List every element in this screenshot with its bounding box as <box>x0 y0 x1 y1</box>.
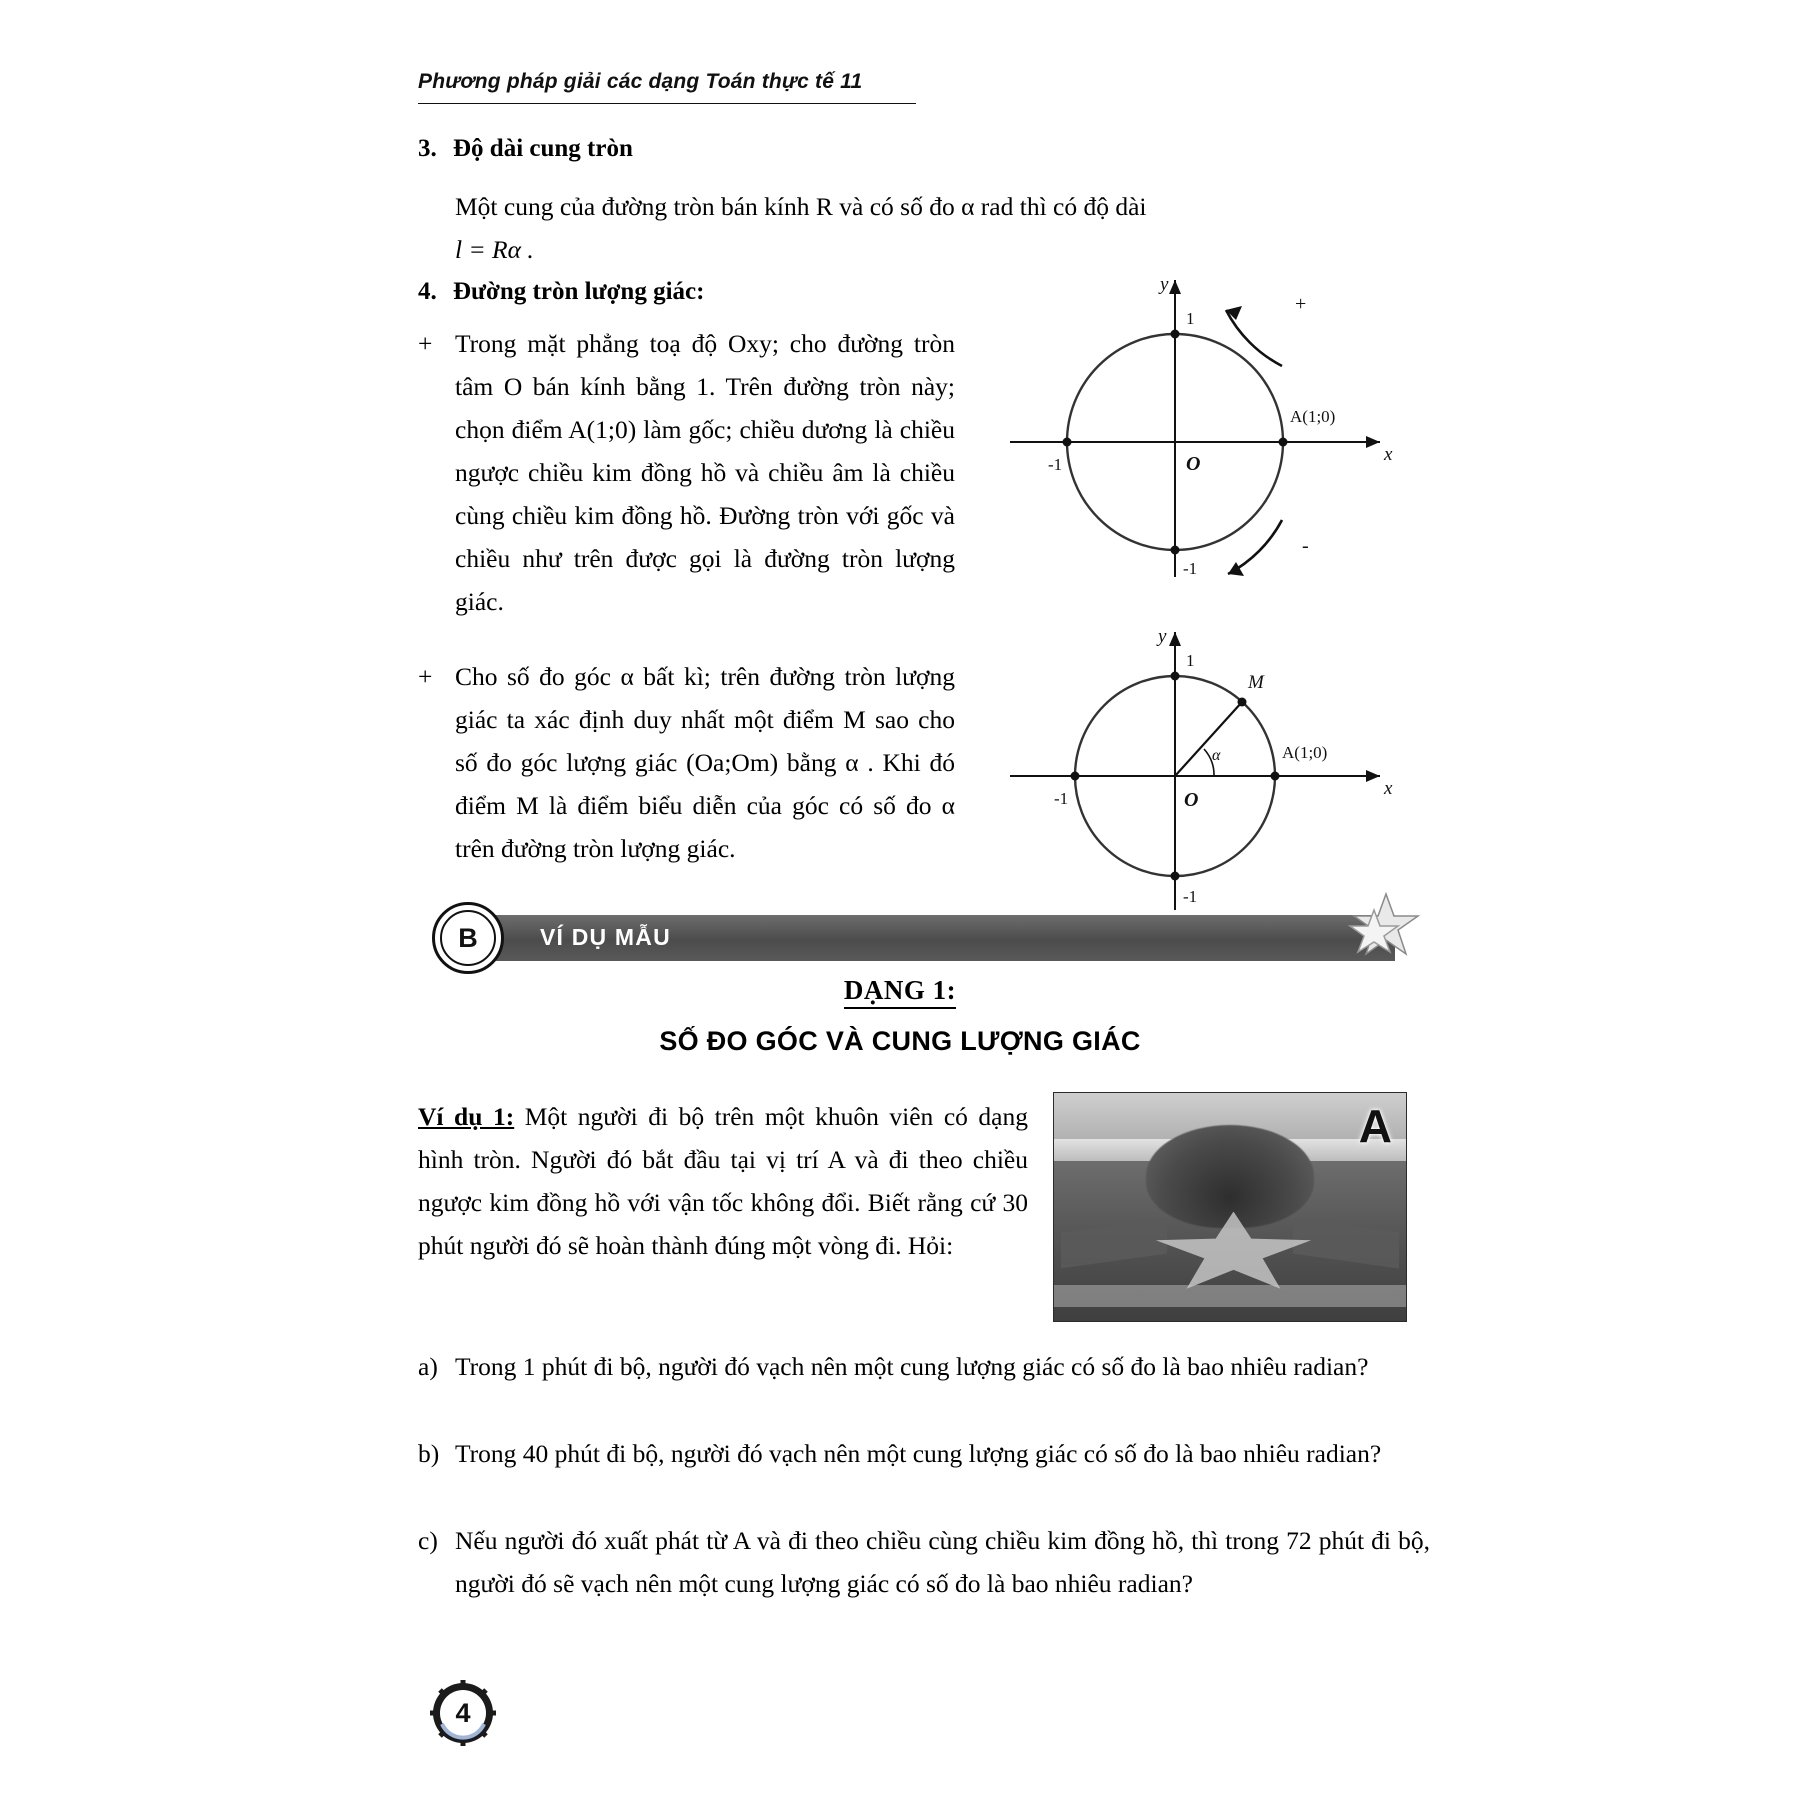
svg-text:A(1;0): A(1;0) <box>1282 743 1328 762</box>
svg-text:1: 1 <box>1186 309 1195 328</box>
question-b-text: Trong 40 phút đi bộ, người đó vạch nên một cung lượng giác có số đo là bao nhiêu radian? <box>455 1439 1382 1468</box>
dang-subtitle: SỐ ĐO GÓC VÀ CUNG LƯỢNG GIÁC <box>659 1026 1141 1056</box>
question-b-marker: b) <box>418 1439 440 1468</box>
section-4-heading <box>418 278 704 306</box>
svg-text:-1: -1 <box>1048 455 1063 474</box>
question-a-marker: a) <box>418 1352 438 1381</box>
running-header: Phương pháp giải các dạng Toán thực tế 11 <box>418 70 863 93</box>
dang-title-wrap <box>0 975 1800 1006</box>
section-3-title: Độ dài cung tròn <box>453 135 633 162</box>
section-3-body-line2 <box>455 228 955 271</box>
section-4-number: 4. <box>418 278 437 305</box>
dang-title: DẠNG 1: <box>844 975 956 1009</box>
bullet-2-text: Cho số đo góc α bất kì; trên đường tròn lượng giác ta xác định duy nhất một điểm M sao cho số đo góc lượng giác (Oa;Om) bằng α . Khi đó điểm M là điểm biểu diễn của góc có số đo α trên đường tròn lượng giác. <box>455 662 955 863</box>
section-3-formula: l = Rα . <box>455 235 534 264</box>
svg-text:y: y <box>1160 274 1169 295</box>
page-number-badge <box>420 1670 506 1756</box>
section-3-body-line1 <box>455 185 1430 228</box>
svg-text:+: + <box>1295 293 1307 315</box>
photo-point-label: A <box>1358 1100 1392 1152</box>
bullet-2-marker: + <box>418 662 433 691</box>
page-number: 4 <box>455 1697 471 1728</box>
section-badge: B <box>440 910 496 966</box>
figure-unit-circle-point-m <box>990 618 1410 923</box>
svg-text:O: O <box>1184 789 1199 811</box>
figure-unit-circle-directions <box>990 262 1410 597</box>
section-banner-label: VÍ DỤ MẪU <box>540 924 671 950</box>
section-4-title: Đường tròn lượng giác: <box>453 278 705 305</box>
section-3-heading <box>418 135 633 163</box>
example-photo <box>1053 1092 1407 1322</box>
question-a-text: Trong 1 phút đi bộ, người đó vạch nên một cung lượng giác có số đo là bao nhiêu radian? <box>455 1352 1369 1381</box>
svg-text:α: α <box>1212 747 1221 764</box>
question-c-text: Nếu người đó xuất phát từ A và đi theo chiều cùng chiều kim đồng hồ, thì trong 72 phút đi bộ, người đó sẽ vạch nên một cung lượng giác có số đo là bao nhiêu radian? <box>455 1526 1430 1598</box>
question-c-marker: c) <box>418 1526 438 1555</box>
svg-text:A(1;0): A(1;0) <box>1290 407 1336 426</box>
header-underline <box>418 103 916 104</box>
svg-text:-1: -1 <box>1183 559 1198 578</box>
svg-text:1: 1 <box>1186 651 1195 670</box>
example-intro-text: Một người đi bộ trên một khuôn viên có dạng hình tròn. Người đó bắt đầu tại vị trí A và đi theo chiều ngược kim đồng hồ với vận tốc không đổi. Biết rằng cứ 30 phút người đó sẽ hoàn thành đúng một vòng đi. Hỏi: <box>418 1102 1028 1260</box>
bullet-1-marker: + <box>418 329 433 358</box>
example-intro <box>418 1095 1028 1267</box>
svg-text:-1: -1 <box>1054 789 1069 808</box>
example-label: Ví dụ 1: <box>418 1102 515 1131</box>
svg-text:-1: -1 <box>1183 887 1198 906</box>
svg-text:x: x <box>1384 444 1393 465</box>
svg-text:-: - <box>1302 535 1309 557</box>
star-decoration <box>1340 886 1420 966</box>
bullet-1-text: Trong mặt phẳng toạ độ Oxy; cho đường tròn tâm O bán kính bằng 1. Trên đường tròn này; chọn điểm A(1;0) làm gốc; chiều dương là chiều ngược chiều kim đồng hồ và chiều âm là chiều cùng chiều kim đồng hồ. Đường tròn với gốc và chiều như trên được gọi là đường tròn lượng giác. <box>455 329 955 616</box>
section-3-text: Một cung của đường tròn bán kính R và có số đo α rad thì có độ dài <box>455 192 1147 221</box>
svg-text:x: x <box>1384 778 1393 799</box>
svg-text:M: M <box>1248 672 1264 693</box>
svg-text:y: y <box>1158 626 1167 647</box>
section-3-number: 3. <box>418 135 437 162</box>
svg-text:O: O <box>1186 453 1201 475</box>
